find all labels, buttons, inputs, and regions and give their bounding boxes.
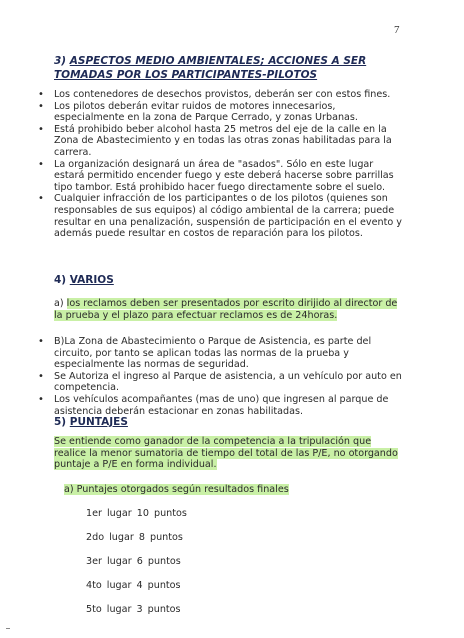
highlighted-text: Se entiende como ganador de la competencia a la tripulación que realice la menor sumatoria de tiempo del total de las P/E, no otorgando puntaje a P/E en forma individual. [54,436,398,471]
points-row [86,508,187,519]
points-row [86,580,181,591]
points-row [86,604,181,615]
points-value: 10 puntos [136,508,187,519]
section-4-paragraph-a [54,298,404,321]
points-value: 6 puntos [136,556,181,567]
list-item: • Cualquier infracción de los participantes o de los pilotos (quienes son responsables de sus equipos) al código ambiental de la carrera; puede resultar en una penalización, suspensión de participación en el evento y además puede resultar en costos de reparación para los pilotos. [36,193,406,239]
list-item: • Los vehículos acompañantes (mas de uno) que ingresen al parque de asistencia deberán estacionar en zonas habilitadas. [36,394,406,417]
highlighted-text: a) Puntajes otorgados según resultados finales [64,484,289,495]
points-value: 8 puntos [138,532,183,543]
section-5-number: 5) [54,416,67,428]
list-item: • Los pilotos deberán evitar ruidos de motores innecesarios, especialmente en la zona de Parque Cerrado, y zonas Urbanas. [36,101,406,124]
section-3-list [36,89,406,240]
section-4-list [36,336,406,417]
section-5-title: PUNTAJES [69,416,128,428]
page-number: 7 [394,24,400,36]
section-3-title: ASPECTOS MEDIO AMBIENTALES; ACCIONES A SER TOMADAS POR LOS PARTICIPANTES-PILOTOS [54,55,367,81]
list-item: • Los contenedores de desechos provistos, deberán ser con estos fines. [36,89,406,101]
scan-mark [6,628,10,629]
points-place: 2do lugar [86,532,134,543]
points-row [86,556,181,567]
list-item: • Se Autoriza el ingreso al Parque de asistencia, a un vehículo por auto en competencia. [36,371,406,394]
highlighted-text: los reclamos deben ser presentados por escrito dirijido al director de la prueba y el plazo para efectuar reclamos es de 24horas. [54,298,398,321]
section-3-number: 3) [54,55,67,67]
list-item: • La organización designará un área de "asados". Sólo en este lugar estará permitido encender fuego y este deberá hacerse sobre parrillas tipo tambor. Está prohibido hacer fuego directamente sobre el suelo. [36,159,406,194]
section-4-heading [54,274,114,286]
points-place: 3er lugar [86,556,132,567]
list-item: • B)La Zona de Abastecimiento o Parque de Asistencia, es parte del circuito, por tanto se aplican todas las normas de la prueba y especialmente las normas de seguridad. [36,336,406,371]
points-value: 3 puntos [136,604,181,615]
points-place: 1er lugar [86,508,132,519]
list-item: • Está prohibido beber alcohol hasta 25 metros del eje de la calle en la Zona de Abastecimiento y en todas las otras zonas habilitadas para la carrera. [36,124,406,159]
section-5-heading [54,416,128,428]
paragraph-prefix: a) [54,298,67,309]
points-row [86,532,183,543]
points-place: 5to lugar [86,604,132,615]
points-value: 4 puntos [136,580,181,591]
section-5-subtitle [64,484,289,495]
section-4-number: 4) [54,274,67,286]
points-place: 4to lugar [86,580,132,591]
section-4-title: VARIOS [69,274,114,286]
section-3-heading [54,54,394,82]
section-5-intro [54,436,404,471]
